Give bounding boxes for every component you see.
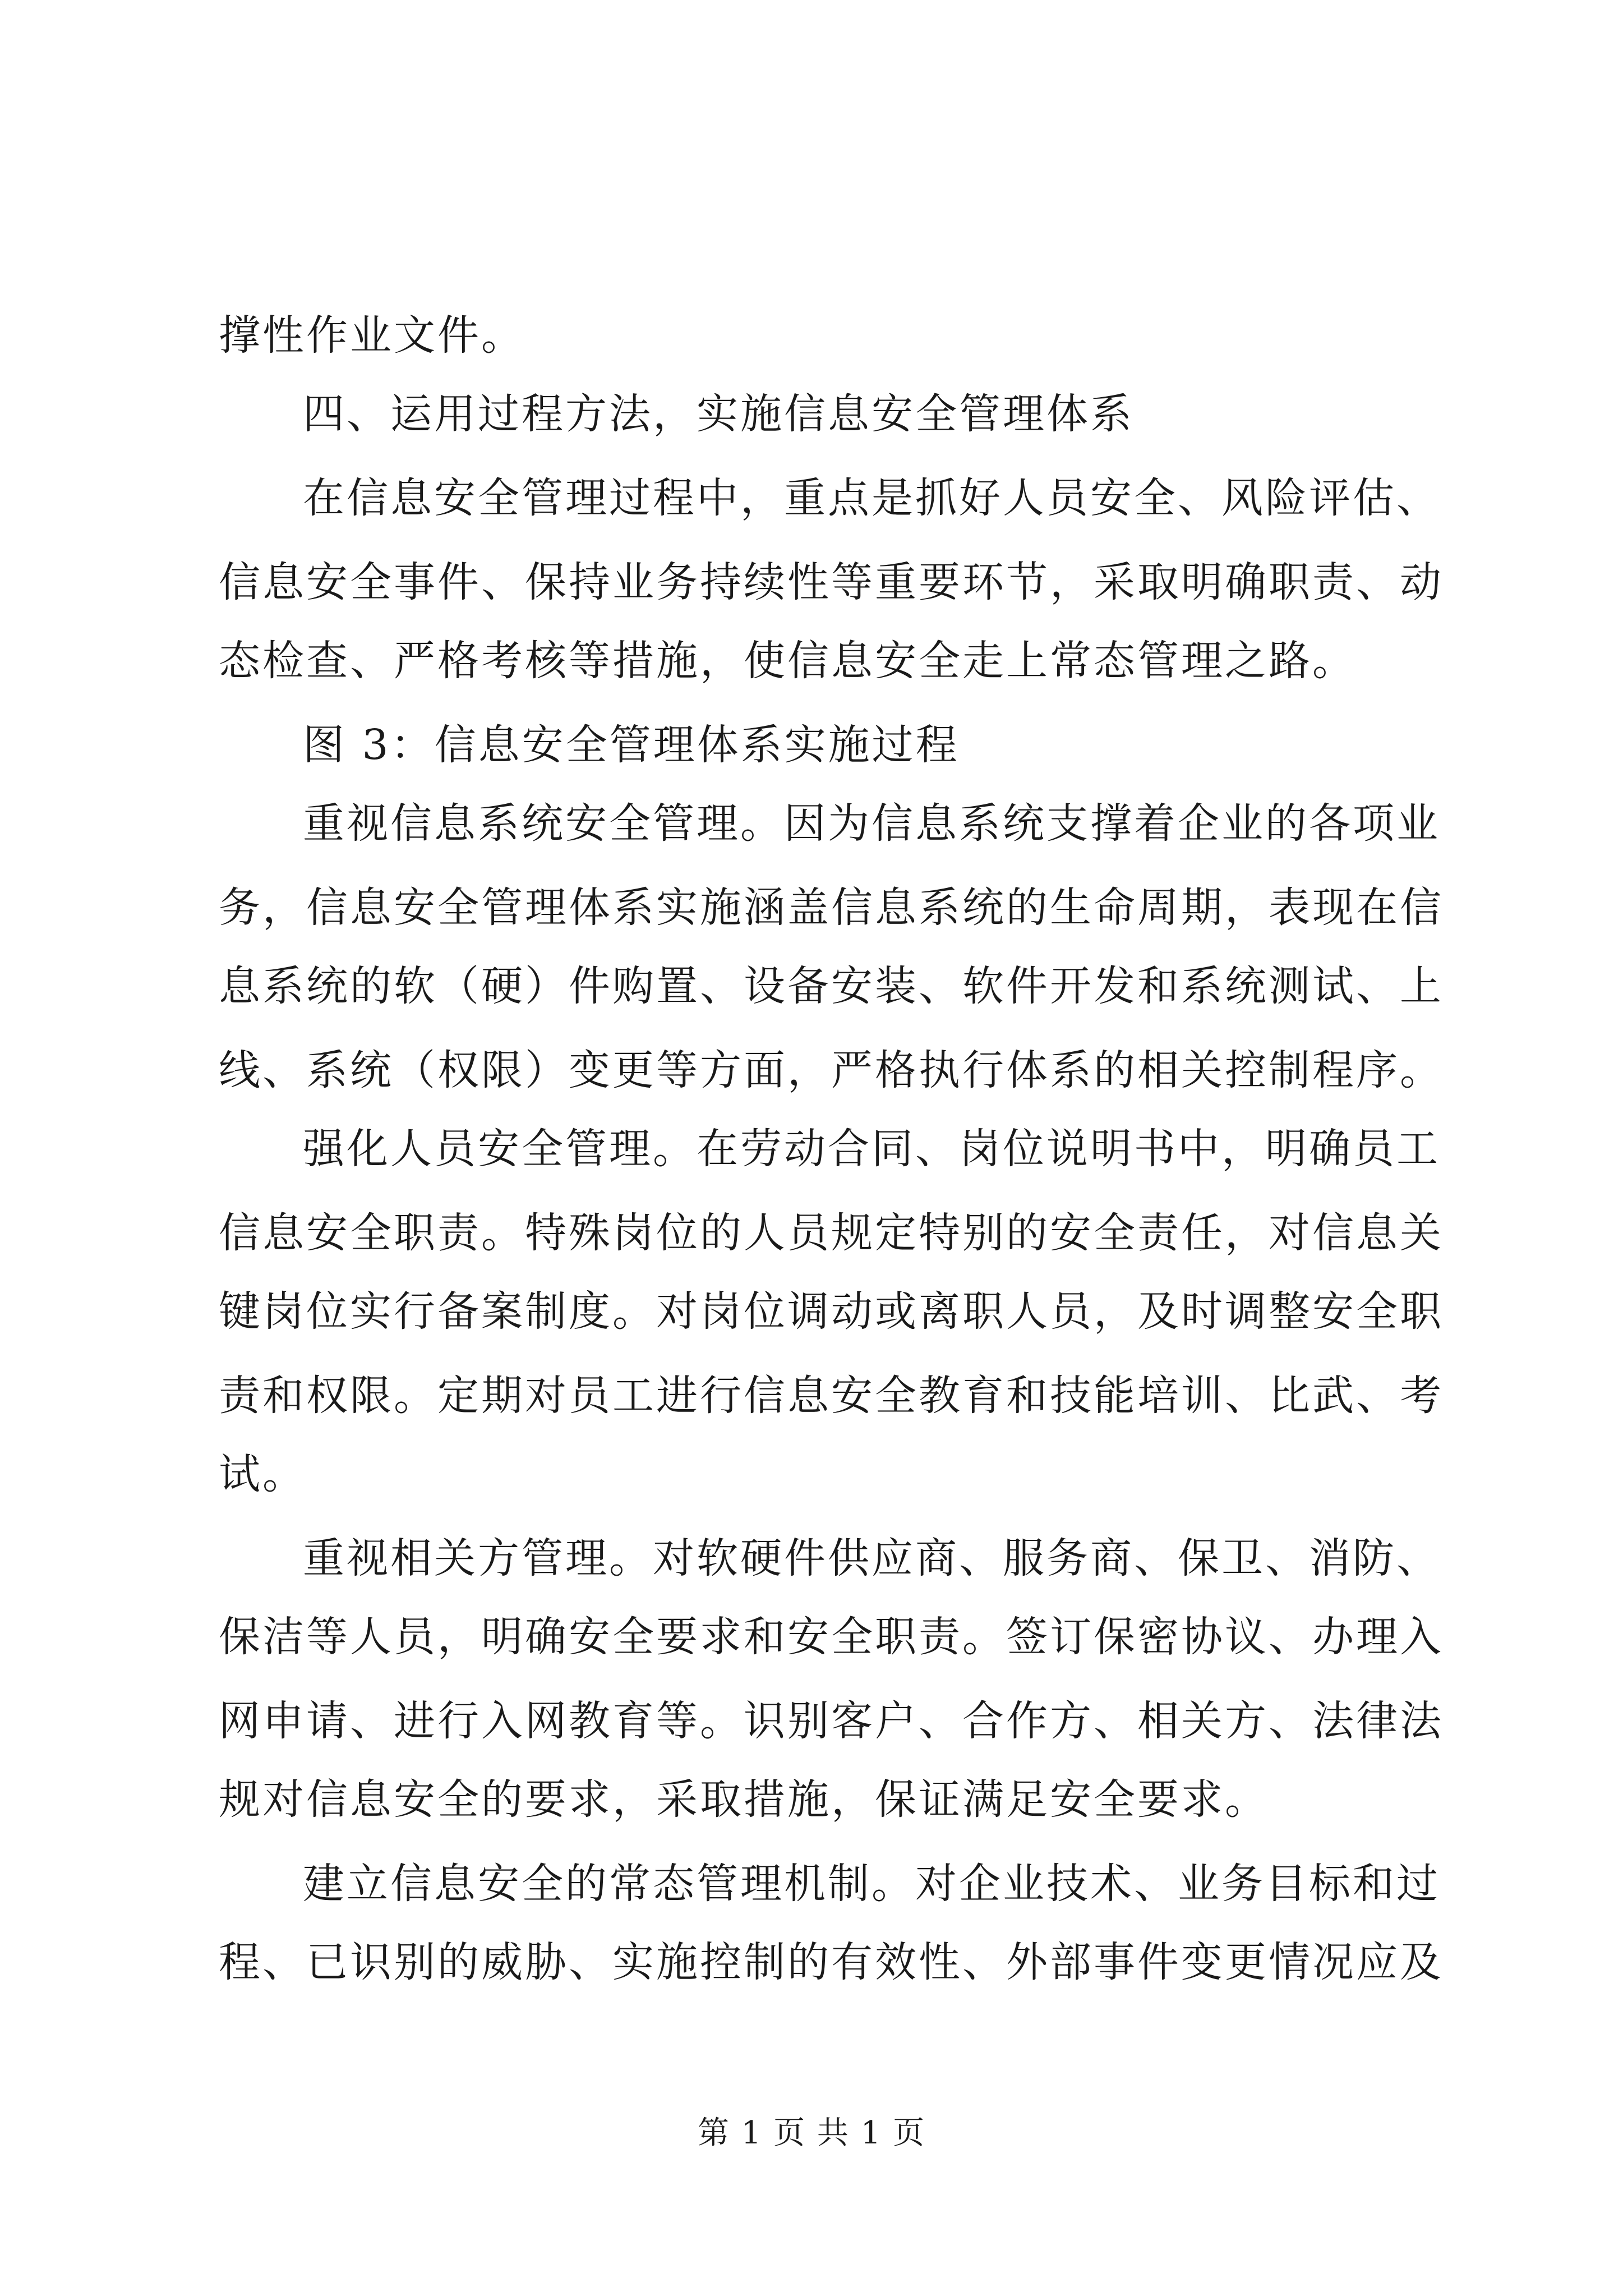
text-line: 重视信息系统安全管理。因为信息系统支撑着企业的各项业 bbox=[303, 799, 1440, 848]
text-line: 在信息安全管理过程中，重点是抓好人员安全、风险评估、 bbox=[303, 474, 1440, 522]
text-line: 责和权限。定期对员工进行信息安全教育和技能培训、比武、考 bbox=[219, 1372, 1444, 1420]
text-line: 程、已识别的威胁、实施控制的有效性、外部事件变更情况应及 bbox=[219, 1938, 1444, 1986]
text-line: 信息安全职责。特殊岗位的人员规定特别的安全责任，对信息关 bbox=[219, 1209, 1444, 1257]
text-line: 保洁等人员，明确安全要求和安全职责。签订保密协议、办理入 bbox=[219, 1613, 1444, 1661]
text-line: 信息安全事件、保持业务持续性等重要环节，采取明确职责、动 bbox=[219, 558, 1444, 606]
text-line: 息系统的软（硬）件购置、设备安装、软件开发和系统测试、上 bbox=[219, 962, 1444, 1010]
text-line: 务，信息安全管理体系实施涵盖信息系统的生命周期，表现在信 bbox=[219, 884, 1444, 932]
text-line: 键岗位实行备案制度。对岗位调动或离职人员，及时调整安全职 bbox=[219, 1287, 1444, 1336]
figure-caption: 图 3：信息安全管理体系实施过程 bbox=[303, 721, 960, 769]
text-line: 重视相关方管理。对软硬件供应商、服务商、保卫、消防、 bbox=[303, 1534, 1440, 1582]
section-heading: 四、运用过程方法，实施信息安全管理体系 bbox=[303, 390, 1134, 438]
text-line: 试。 bbox=[219, 1450, 306, 1498]
text-line: 建立信息安全的常态管理机制。对企业技术、业务目标和过 bbox=[303, 1860, 1440, 1908]
text-line: 撑性作业文件。 bbox=[219, 311, 525, 360]
text-line: 强化人员安全管理。在劳动合同、岗位说明书中，明确员工 bbox=[303, 1125, 1440, 1173]
text-line: 态检查、严格考核等措施，使信息安全走上常态管理之路。 bbox=[219, 637, 1356, 685]
page-footer: 第 1 页 共 1 页 bbox=[697, 2115, 926, 2151]
text-line: 规对信息安全的要求，采取措施，保证满足安全要求。 bbox=[219, 1775, 1269, 1824]
text-line: 线、系统（权限）变更等方面，严格执行体系的相关控制程序。 bbox=[219, 1046, 1444, 1094]
text-line: 网申请、进行入网教育等。识别客户、合作方、相关方、法律法 bbox=[219, 1697, 1444, 1745]
